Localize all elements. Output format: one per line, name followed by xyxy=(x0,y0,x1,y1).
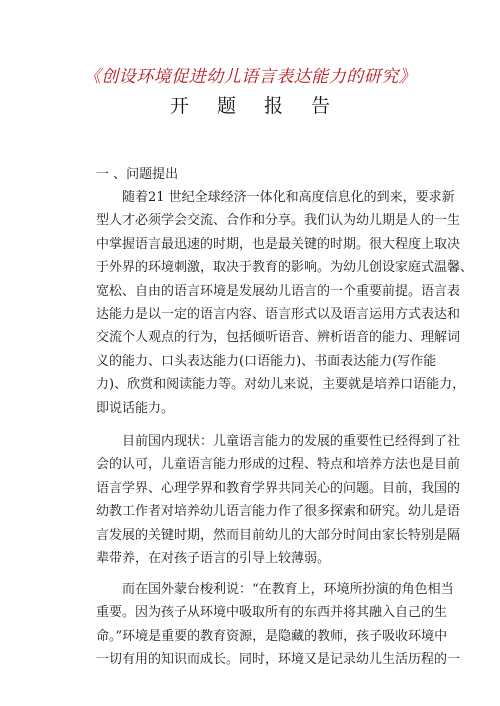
paragraph-line: 言发展的关键时期，然而目前幼儿的大部分时间由家长特别是隔 xyxy=(96,527,461,543)
paragraph-line: 交流个人观点的行为，包括倾听语音、辨析语音的能力、理解词 xyxy=(96,330,461,346)
paragraph-line: 命。”环境是重要的教育资源，是隐藏的教师，孩子吸收环境中 xyxy=(96,628,448,644)
paragraph-line: 会的认可，儿童语言能力形成的过程、特点和培养方法也是目前 xyxy=(96,457,461,473)
paragraph-line: 目前国内现状：儿童语言能力的发展的重要性已经得到了社 xyxy=(96,434,461,449)
paragraph-foreign-status xyxy=(96,578,461,672)
paragraph-line: 中掌握语言最迅速的时期，也是最关键的时期。很大程度上取决 xyxy=(96,236,461,252)
document-title: 《创设环境促进幼儿语言表达能力的研究》 xyxy=(83,67,417,87)
paragraph-line: 宽松、自由的语言环境是发展幼儿语言的一个重要前提。语言表 xyxy=(96,283,461,299)
paragraph-line: 幼教工作者对培养幼儿语言能力作了很多探索和研究。幼儿是语 xyxy=(96,504,461,520)
section-heading: 一 、问题提出 xyxy=(96,167,179,182)
paragraph-domestic-status xyxy=(96,430,461,570)
paragraph-line: 而在国外蒙台梭利说：“在教育上，环境所扮演的角色相当 xyxy=(96,582,454,597)
paragraph-line: 型人才必须学会交流、合作和分享。我们认为幼儿期是人的一生 xyxy=(96,213,461,229)
paragraph-line: 义的能力、口头表达能力(口语能力)、书面表达能力(写作能 xyxy=(96,353,437,369)
paragraph-line: 一切有用的知识而成长。同时，环境又是记录幼儿生活历程的一 xyxy=(96,652,461,668)
paragraph-line: 即说话能力。 xyxy=(96,400,175,416)
paragraph-background xyxy=(96,186,474,420)
paragraph-line: 力)、欣赏和阅读能力等。对幼儿来说，主要就是培养口语能力， xyxy=(96,377,466,393)
document-subtitle: 开 题 报 告 xyxy=(169,95,342,117)
paragraph-line: 辈带养，在对孩子语言的引导上较薄弱。 xyxy=(96,551,331,567)
paragraph-line: 达能力是以一定的语言内容、语言形式以及语言运用方式表达和 xyxy=(96,307,461,323)
paragraph-line: 于外界的环境刺激，取决于教育的影响。为幼儿创设家庭式温馨、 xyxy=(96,260,474,276)
paragraph-line: 语言学界、心理学界和教育学界共同关心的问题。目前，我国的 xyxy=(96,480,461,496)
paragraph-line: 重要。因为孩子从环境中吸取所有的东西并将其融入自己的生 xyxy=(96,605,448,621)
paragraph-line: 随着21 世纪全球经济一体化和高度信息化的到来，要求新 xyxy=(96,190,455,205)
